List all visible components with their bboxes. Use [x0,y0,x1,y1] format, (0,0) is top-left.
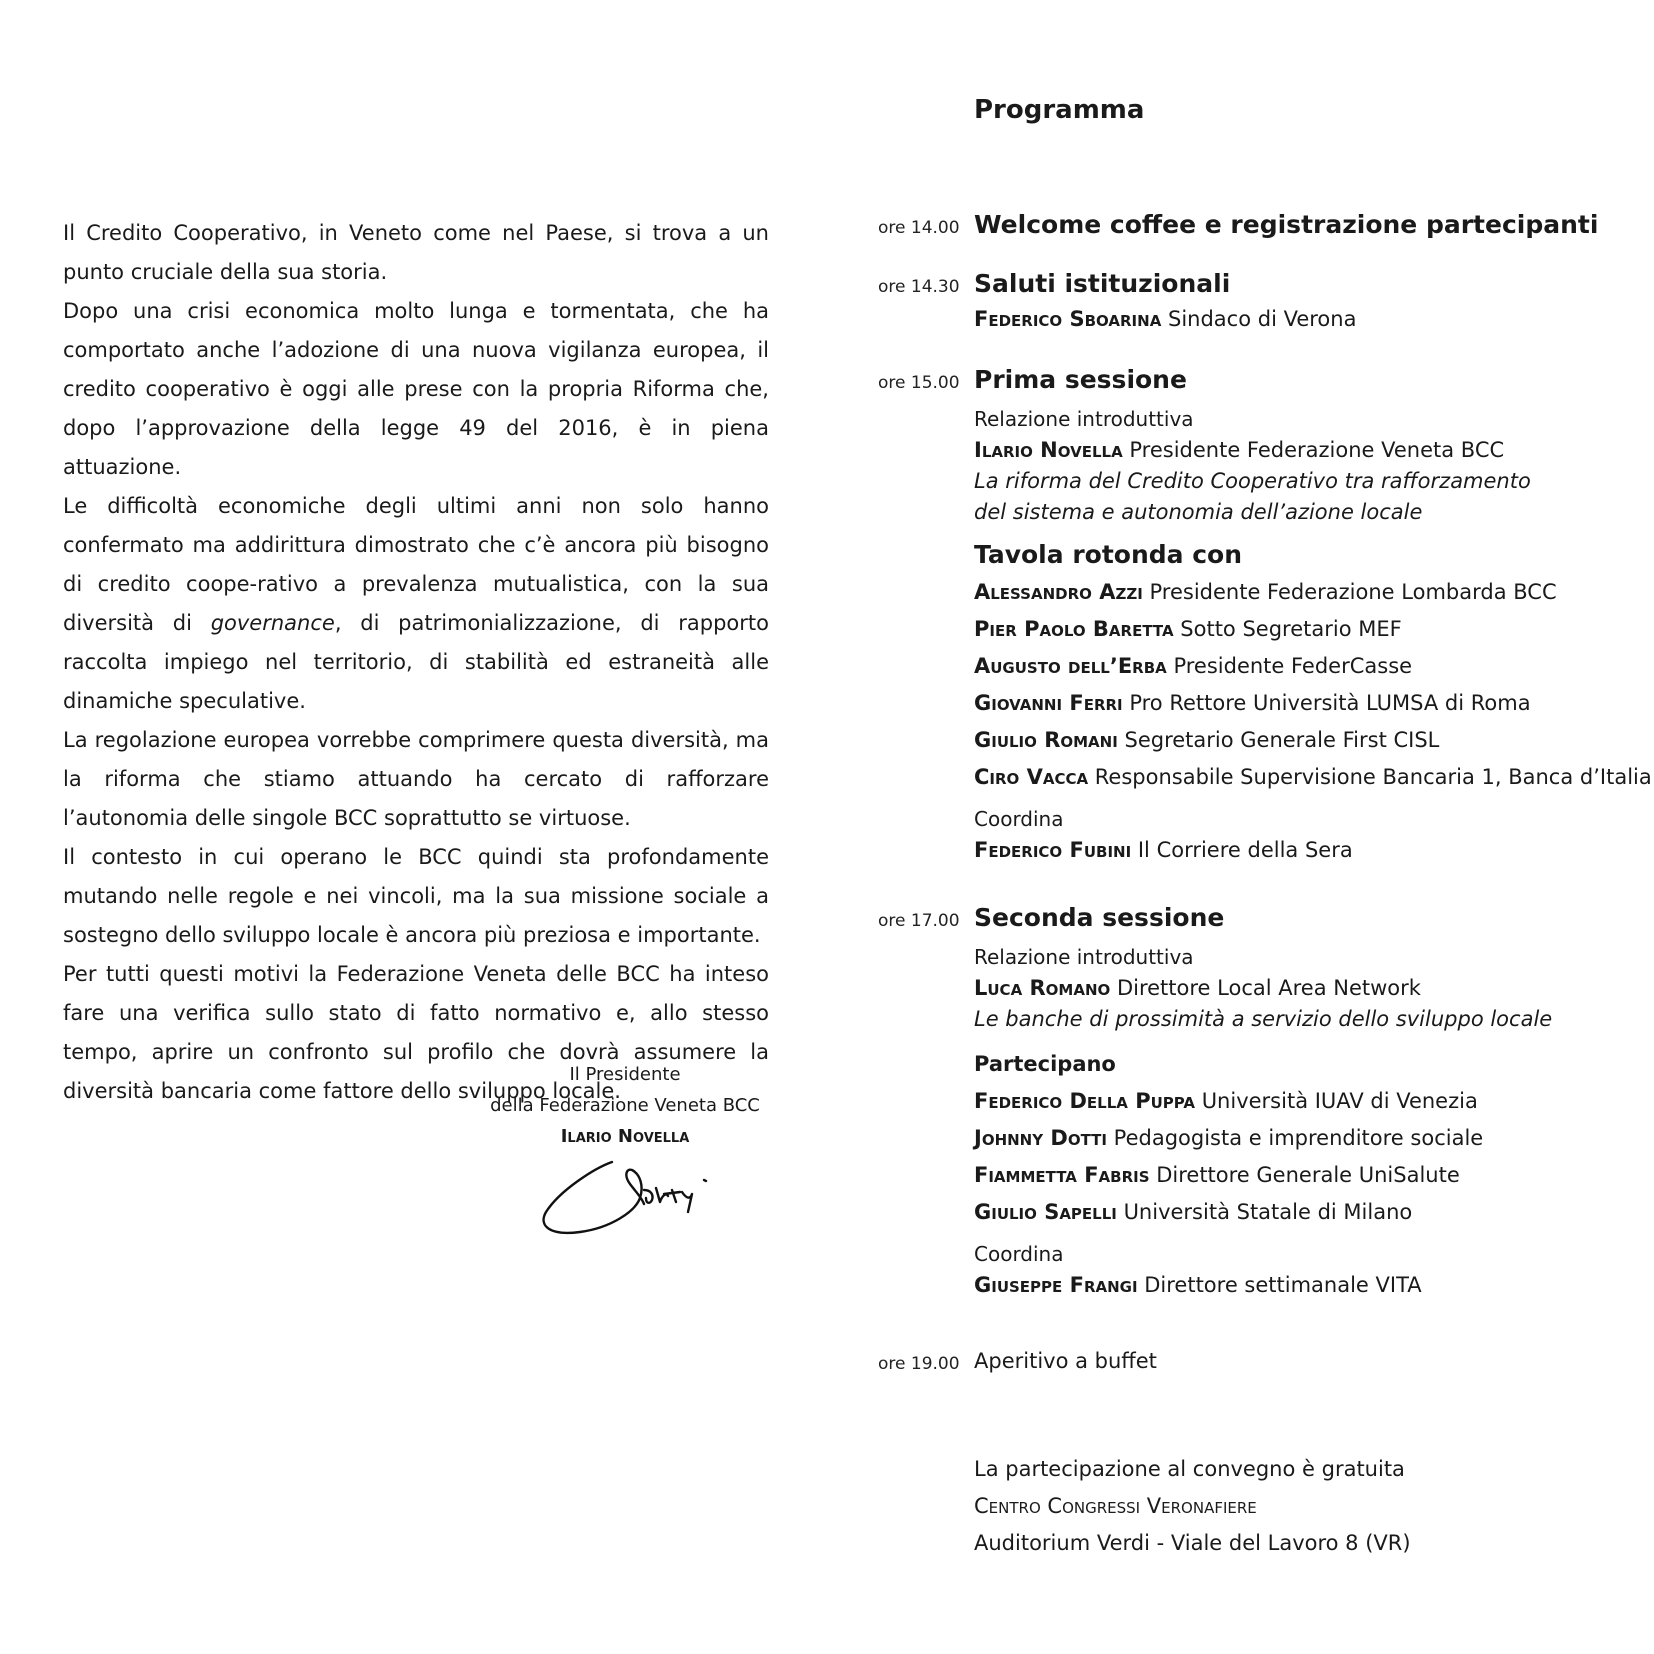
signature-name: Ilario Novella [560,1126,690,1147]
intro-paragraph-5: Il contesto in cui operano le BCC quindi sta profondamente mutando nelle regole e nei vincoli, ma la sua missione sociale a sostegno dello sviluppo locale è ancora più preziosa e importante. [63,845,769,947]
session-first-title: Prima sessione [974,365,1187,394]
participant [974,1194,1634,1231]
participant [974,1120,1634,1157]
panelist-name: Giovanni Ferri [974,691,1123,715]
round-table-title: Tavola rotonda con [974,540,1243,569]
time-1900: ore 19.00 [878,1354,960,1374]
intro-paragraph-3-italic: governance [210,611,335,635]
participant-name: Federico Della Puppa [974,1089,1195,1113]
speaker-name: Luca Romano [974,976,1111,1000]
handwritten-signature [540,1150,725,1240]
panelist-role: Presidente Federazione Lombarda BCC [1149,580,1557,604]
signature-block [470,1059,780,1152]
participant-role: Università IUAV di Venezia [1201,1089,1478,1113]
intro-paragraph-3-b: , di patrimonializzazione, di rapporto raccolta impiego nel territorio, di stabilità ed estraneità alle dinamiche speculative. [63,611,769,713]
intro-paragraph-4: La regolazione europea vorrebbe comprimere questa diversità, ma la riforma che stiamo attuando ha cercato di rafforzare l’autonomia delle singole BCC soprattutto se virtuose. [63,728,769,830]
panelist-name: Alessandro Azzi [974,580,1143,604]
session-first [974,365,1652,866]
talk-title-line-2: del sistema e autonomia dell’azione locale [974,500,1423,524]
session-welcome-title: Welcome coffee e registrazione partecipanti [974,210,1599,239]
session-second-title: Seconda sessione [974,903,1225,932]
moderator-role: Direttore settimanale VITA [1144,1273,1422,1297]
panelist-name: Augusto dell’Erba [974,654,1167,678]
time-1430: ore 14.30 [878,277,960,297]
venue-name: Centro Congressi Veronafiere [974,1494,1257,1518]
moderator-label: Coordina [974,1242,1064,1266]
intro-paragraph-1: Il Credito Cooperativo, in Veneto come nel Paese, si trova a un punto cruciale della sua storia. [63,221,769,284]
panelist-role: Pro Rettore Università LUMSA di Roma [1129,691,1531,715]
time-1500: ore 15.00 [878,373,960,393]
panelist-role: Presidente FederCasse [1173,654,1413,678]
participant-role: Pedagogista e imprenditore sociale [1113,1126,1484,1150]
panelist [974,574,1634,611]
session-welcome [974,210,1634,240]
speaker-line [974,435,1634,466]
participants-title: Partecipano [974,1052,1116,1076]
time-1700: ore 17.00 [878,911,960,931]
moderator-label: Coordina [974,807,1064,831]
participant [974,1083,1634,1120]
moderator-name: Federico Fubini [974,838,1132,862]
venue-address: Auditorium Verdi - Viale del Lavoro 8 (VR) [974,1531,1411,1555]
speaker-role: Sindaco di Verona [1168,307,1357,331]
intro-paragraph-6: Per tutti questi motivi la Federazione Veneta delle BCC ha inteso fare una verifica sullo stato di fatto normativo e, allo stesso tempo, aprire un confronto sul profilo che dovrà assumere la diversità bancaria come fattore dello sviluppo locale. [63,962,769,1103]
moderator-role: Il Corriere della Sera [1137,838,1353,862]
participant-name: Fiammetta Fabris [974,1163,1150,1187]
panelist-role: Segretario Generale First CISL [1124,728,1440,752]
time-1400: ore 14.00 [878,218,960,238]
panelist-name: Ciro Vacca [974,765,1089,789]
panelist-name: Pier Paolo Baretta [974,617,1174,641]
panelist [974,722,1634,759]
speaker-line [974,301,1634,338]
talk-title-line-1: La riforma del Credito Cooperativo tra rafforzamento [974,469,1531,493]
panelist [974,759,1652,796]
intro-paragraph-3 [63,487,769,721]
panelist [974,648,1634,685]
intro-report-label: Relazione introduttiva [974,945,1194,969]
moderator-name: Giuseppe Frangi [974,1273,1138,1297]
speaker-name: Federico Sboarina [974,307,1162,331]
intro-paragraph-2: Dopo una crisi economica molto lunga e tormentata, che ha comportato anche l’adozione di una nuova vigilanza europea, il credito cooperativo è oggi alle prese con la propria Riforma che, dopo l’approvazione della legge 49 del 2016, è in piena attuazione. [63,299,769,479]
event-info [974,1451,1411,1562]
session-greetings-title: Saluti istituzionali [974,269,1231,298]
talk-title-line-1: Le banche di prossimità a servizio dello sviluppo locale [974,1007,1553,1031]
participant-role: Università Statale di Milano [1123,1200,1413,1224]
free-admission-note: La partecipazione al convegno è gratuita [974,1457,1405,1481]
panelist-name: Giulio Romani [974,728,1118,752]
participant [974,1157,1634,1194]
panelist [974,685,1634,722]
participant-name: Johnny Dotti [974,1126,1107,1150]
participant-name: Giulio Sapelli [974,1200,1117,1224]
intro-text [63,214,769,1111]
panelist-role: Responsabile Supervisione Bancaria 1, Banca d’Italia [1094,765,1652,789]
session-aperitif [974,1343,1634,1380]
session-aperitif-title: Aperitivo a buffet [974,1349,1157,1373]
speaker-name: Ilario Novella [974,438,1123,462]
intro-paragraph-3-a: Le difficoltà economiche degli ultimi anni non solo hanno confermato ma addirittura dimostrato che c’è ancora più bisogno di credito coope-rativo a prevalenza mutualistica, con la sua diversità di [63,494,769,635]
signature-title: Il Presidente [569,1064,681,1085]
participant-role: Direttore Generale UniSalute [1156,1163,1460,1187]
moderator-line [974,1270,1634,1301]
panelist [974,611,1634,648]
moderator-line [974,835,1634,866]
session-greetings [974,269,1634,338]
panelist-role: Sotto Segretario MEF [1180,617,1402,641]
session-second [974,903,1634,1301]
speaker-role: Direttore Local Area Network [1116,976,1421,1000]
signature-org: della Federazione Veneta BCC [490,1095,760,1116]
programme-title: Programma [974,95,1145,125]
speaker-role: Presidente Federazione Veneta BCC [1129,438,1505,462]
speaker-line [974,973,1634,1004]
intro-report-label: Relazione introduttiva [974,407,1194,431]
